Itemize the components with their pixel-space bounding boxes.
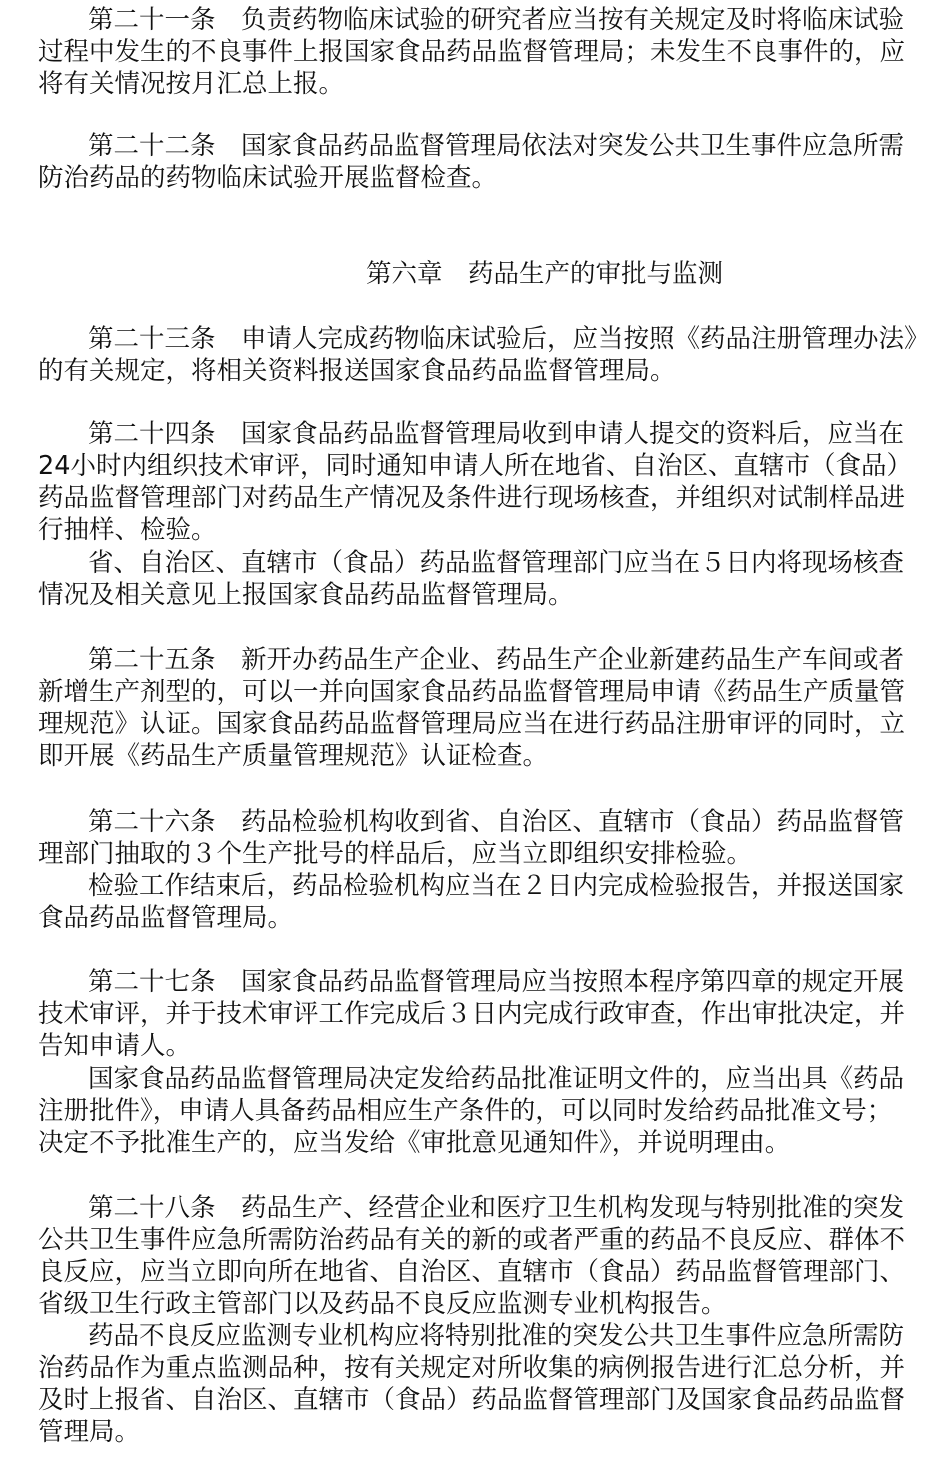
article-28-line-4: 省级卫生行政主管部门以及药品不良反应监测专业机构报告。 (38, 1289, 727, 1319)
article-26-line-4: 食品药品监督管理局。 (38, 903, 294, 933)
article-26-line-1: 第二十六条 药品检验机构收到省、自治区、直辖市（食品）药品监督管 (88, 807, 905, 837)
article-24-line-1: 第二十四条 国家食品药品监督管理局收到申请人提交的资料后，应当在 (88, 419, 905, 449)
article-27-line-1: 第二十七条 国家食品药品监督管理局应当按照本程序第四章的规定开展 (88, 967, 905, 997)
chapter-6-heading: 第六章 药品生产的审批与监测 (366, 259, 724, 289)
article-23-line-1: 第二十三条 申请人完成药物临床试验后，应当按照《药品注册管理办法》 (88, 324, 930, 354)
article-24-line-6: 情况及相关意见上报国家食品药品监督管理局。 (38, 580, 574, 610)
article-26-line-2: 理部门抽取的３个生产批号的样品后，应当立即组织安排检验。 (38, 839, 753, 869)
article-28-line-1: 第二十八条 药品生产、经营企业和医疗卫生机构发现与特别批准的突发 (88, 1193, 905, 1223)
article-27-line-6: 决定不予批准生产的，应当发给《审批意见通知件》，并说明理由。 (38, 1128, 791, 1158)
article-27-line-4: 国家食品药品监督管理局决定发给药品批准证明文件的，应当出具《药品 (88, 1064, 905, 1094)
article-27-line-2: 技术审评，并于技术审评工作完成后３日内完成行政审查，作出审批决定，并 (38, 999, 906, 1029)
article-25-line-1: 第二十五条 新开办药品生产企业、药品生产企业新建药品生产车间或者 (88, 645, 905, 675)
article-25-line-3: 理规范》认证。国家食品药品监督管理局应当在进行药品注册审评的同时，立 (38, 709, 906, 739)
article-28-line-6: 治药品作为重点监测品种，按有关规定对所收集的病例报告进行汇总分析，并 (38, 1353, 906, 1383)
article-22-line-2: 防治药品的药物临床试验开展监督检查。 (38, 163, 498, 193)
article-27-line-5: 注册批件》，申请人具备药品相应生产条件的，可以同时发给药品批准文号； (38, 1096, 893, 1126)
article-28-line-7: 及时上报省、自治区、直辖市（食品）药品监督管理部门及国家食品药品监督 (38, 1385, 906, 1415)
article-26-line-3: 检验工作结束后，药品检验机构应当在２日内完成检验报告，并报送国家 (88, 871, 905, 901)
article-23-line-2: 的有关规定，将相关资料报送国家食品药品监督管理局。 (38, 356, 676, 386)
article-24-line-4: 行抽样、检验。 (38, 515, 217, 545)
article-28-line-3: 良反应，应当立即向所在地省、自治区、直辖市（食品）药品监督管理部门、 (38, 1257, 906, 1287)
article-21-line-3: 将有关情况按月汇总上报。 (38, 69, 345, 99)
article-28-line-5: 药品不良反应监测专业机构应将特别批准的突发公共卫生事件应急所需防 (88, 1321, 905, 1351)
article-24-line-3: 药品监督管理部门对药品生产情况及条件进行现场核查，并组织对试制样品进 (38, 483, 906, 513)
article-28-line-2: 公共卫生事件应急所需防治药品有关的新的或者严重的药品不良反应、群体不 (38, 1225, 906, 1255)
article-27-line-3: 告知申请人。 (38, 1031, 192, 1061)
article-24-line-5: 省、自治区、直辖市（食品）药品监督管理部门应当在５日内将现场核查 (88, 548, 905, 578)
article-25-line-2: 新增生产剂型的，可以一并向国家食品药品监督管理局申请《药品生产质量管 (38, 677, 906, 707)
article-21-line-1: 第二十一条 负责药物临床试验的研究者应当按有关规定及时将临床试验 (88, 5, 905, 35)
article-21-line-2: 过程中发生的不良事件上报国家食品药品监督管理局；未发生不良事件的，应 (38, 37, 906, 67)
article-25-line-4: 即开展《药品生产质量管理规范》认证检查。 (38, 741, 549, 771)
article-22-line-1: 第二十二条 国家食品药品监督管理局依法对突发公共卫生事件应急所需 (88, 131, 905, 161)
article-24-line-2: 24小时内组织技术审评，同时通知申请人所在地省、自治区、直辖市（食品） (38, 451, 912, 481)
article-28-line-8: 管理局。 (38, 1417, 141, 1447)
